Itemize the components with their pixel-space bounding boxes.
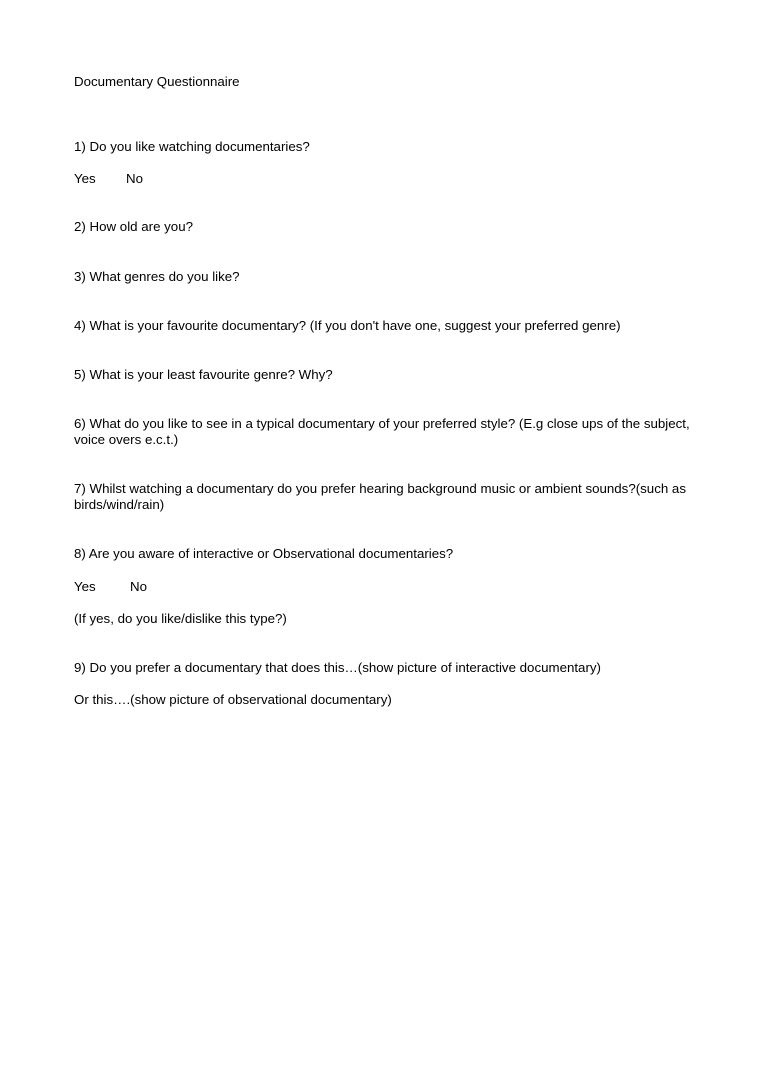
question-9: 9) Do you prefer a documentary that does this…(show picture of interactive documentary) xyxy=(74,660,601,675)
question-7: 7) Whilst watching a documentary do you prefer hearing background music or ambient sounds?(such as birds/wind/rain) xyxy=(74,481,686,512)
question-2: 2) How old are you? xyxy=(74,219,193,234)
question-9-followup: Or this….(show picture of observational documentary) xyxy=(74,692,392,707)
question-1: 1) Do you like watching documentaries? xyxy=(74,139,310,154)
question-3: 3) What genres do you like? xyxy=(74,269,240,284)
question-8-option-yes: Yes xyxy=(74,579,96,594)
question-8-option-no: No xyxy=(130,579,147,594)
question-8: 8) Are you aware of interactive or Observational documentaries? xyxy=(74,546,454,561)
question-1-option-no: No xyxy=(126,171,143,186)
document-title: Documentary Questionnaire xyxy=(74,74,240,89)
question-8-followup: (If yes, do you like/dislike this type?) xyxy=(74,611,287,626)
question-5: 5) What is your least favourite genre? Why? xyxy=(74,367,333,382)
question-4: 4) What is your favourite documentary? (If you don't have one, suggest your preferred genre) xyxy=(74,318,621,333)
question-6: 6) What do you like to see in a typical documentary of your preferred style? (E.g close ups of the subject, voice overs e.c.t.) xyxy=(74,416,690,447)
question-1-option-yes: Yes xyxy=(74,171,96,186)
